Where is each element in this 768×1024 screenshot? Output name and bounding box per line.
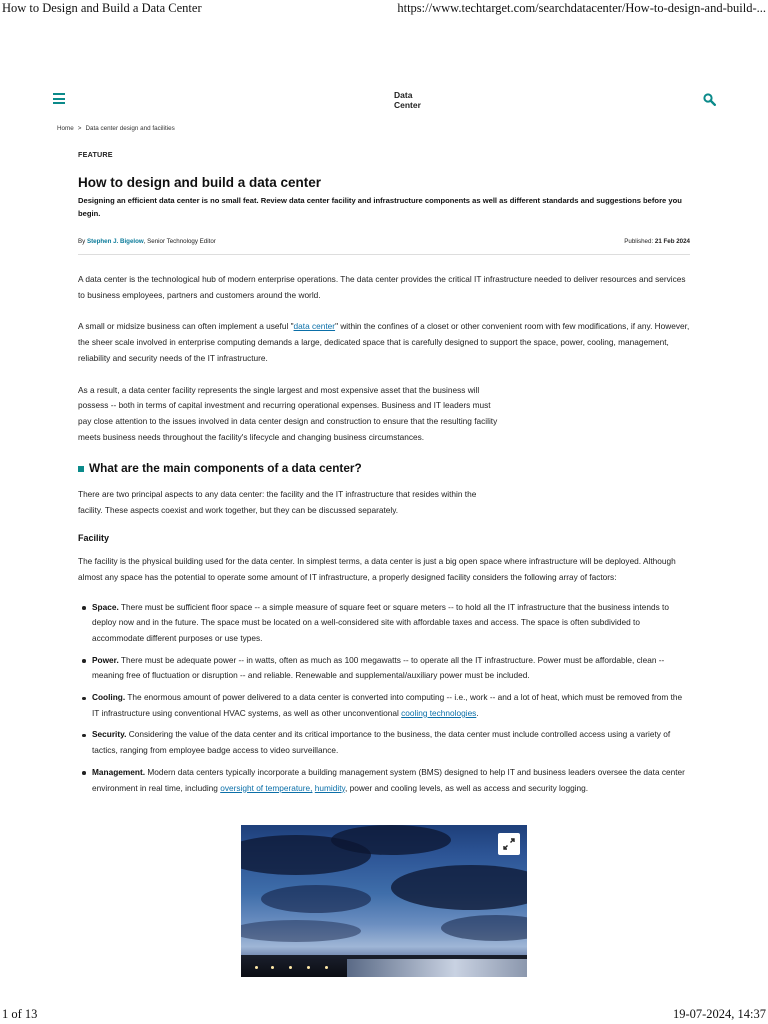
text-power: There must be adequate power -- in watts, often as much as 100 megawatts -- to operate all the IT infrastructure. Power must be affordable, clean -- meaning free of fluctuation or disruption -- and reliable. Renewable and supplemental/auxiliary power must be included.	[92, 654, 665, 681]
section-heading-text: What are the main components of a data center?	[89, 461, 362, 476]
article-dek: Designing an efficient data center is no small feat. Review data center facility and infrastructure components as well as different standards and suggestions before you begin.	[78, 196, 682, 218]
search-icon[interactable]	[703, 93, 716, 106]
article-body	[78, 272, 690, 796]
paragraph-5: The facility is the physical building used for the data center. In simplest terms, a data center is just a big open space where infrastructure will be deployed. Although almost any space has the potential to operate some amount of IT infrastructure, a properly designed facility considers the following array of factors:	[78, 556, 676, 582]
published-date: 21 Feb 2024	[654, 238, 690, 245]
paragraph-3: As a result, a data center facility represents the single largest and most expensive asset that the business will possess -- both in terms of capital investment and recurring operational expenses. Business and IT leaders must pay close attention to the issues involved in data center design and construction to ensure that the resulting facility meets business needs throughout the facility's lifecycle and changing business circumstances.	[78, 384, 498, 442]
article-label: FEATURE	[78, 150, 113, 159]
cooling-technologies-link[interactable]: cooling technologies	[401, 707, 477, 718]
term-space: Space.	[92, 601, 119, 612]
byline	[78, 238, 216, 245]
published	[624, 238, 690, 245]
humidity-link[interactable]: humidity	[314, 782, 346, 793]
text-management-end: , power and cooling levels, as well as access and security logging.	[345, 782, 589, 793]
print-footer-page: 1 of 13	[2, 1007, 38, 1021]
paragraph-4: There are two principal aspects to any data center: the facility and the IT infrastructure that resides within the facility. These aspects coexist and work together, but they can be discussed separately.	[78, 489, 477, 515]
paragraph-2-end: " within the confines of a closet or other convenient room with few modifications, if any. However, the sheer scale involved in enterprise computing demands a large, dedicated space that is carefully designed to support the space, power, cooling, management, reliability and security needs of the IT infrastructure.	[78, 321, 690, 363]
subsection-heading: Facility	[78, 533, 110, 544]
term-power: Power.	[92, 654, 119, 665]
paragraph-2	[78, 319, 690, 366]
term-cooling: Cooling.	[92, 692, 126, 703]
data-center-photo	[241, 825, 527, 977]
logo-line-2: Center	[394, 99, 421, 110]
print-header-title: How to Design and Build a Data Center	[2, 1, 202, 15]
text-security: Considering the value of the data center and its critical importance to the business, the data center must include controlled access using a variety of tactics, ranging from employee badge access to video surveillance.	[92, 729, 671, 756]
term-security: Security.	[92, 729, 127, 740]
list-item-power	[92, 653, 690, 684]
author-role: , Senior Technology Editor	[143, 238, 216, 245]
heading-square-icon	[78, 466, 84, 472]
logo-line-1: Data	[394, 90, 413, 100]
section-heading	[78, 461, 690, 477]
paragraph-2-start: A small or midsize business can often implement a useful "	[78, 321, 294, 332]
breadcrumb-separator: >	[77, 125, 82, 132]
expand-icon	[498, 833, 520, 855]
text-management: Modern data centers typically incorporate a building management system (BMS) designed to help IT and business leaders oversee the data center environment in real time, including	[92, 766, 685, 793]
paragraph-1: A data center is the technological hub of modern enterprise operations. The data center provides the critical IT infrastructure needed to deliver resources and services to business employees, partners and customers around the world.	[78, 274, 686, 300]
hamburger-menu-icon[interactable]	[53, 93, 65, 104]
print-footer-datetime: 19-07-2024, 14:37	[672, 1007, 766, 1021]
byline-row	[78, 238, 690, 255]
text-cooling-end: .	[476, 707, 479, 718]
print-header-url: https://www.techtarget.com/searchdatacenter/How-to-design-and-build-...	[397, 1, 766, 15]
data-center-link[interactable]: data center	[293, 321, 336, 332]
byline-prefix: By	[78, 238, 86, 245]
temperature-link[interactable]: oversight of temperature,	[220, 782, 313, 793]
published-label: Published:	[624, 238, 654, 245]
text-space: There must be sufficient floor space -- a simple measure of square feet or square meters -- to hold all the IT infrastructure that the business intends to deploy now and in the future. The space must be located on a well-considered site with affordable taxes and access. The space is often subdivided to accommodate different purposes or use types.	[92, 601, 669, 643]
article	[78, 150, 690, 802]
breadcrumb-home[interactable]: Home	[57, 125, 74, 132]
article-title: How to design and build a data center	[78, 175, 322, 190]
term-management: Management.	[92, 766, 146, 777]
factors-list	[78, 600, 690, 797]
text-cooling: The enormous amount of power delivered to a data center is converted into computing -- i.e., work -- and a lot of heat, which must be removed from the IT infrastructure using conventional HVAC systems, as well as other unconventional	[92, 692, 683, 718]
list-item-management	[92, 765, 690, 796]
list-item-space	[92, 600, 690, 647]
list-item-security	[92, 727, 690, 758]
breadcrumb-category[interactable]: Data center design and facilities	[85, 125, 175, 132]
author-link[interactable]: Stephen J. Bigelow	[86, 238, 144, 245]
expand-image-button[interactable]	[498, 833, 520, 855]
breadcrumb	[57, 125, 175, 132]
site-logo[interactable]	[394, 91, 421, 110]
list-item-cooling	[92, 690, 690, 721]
